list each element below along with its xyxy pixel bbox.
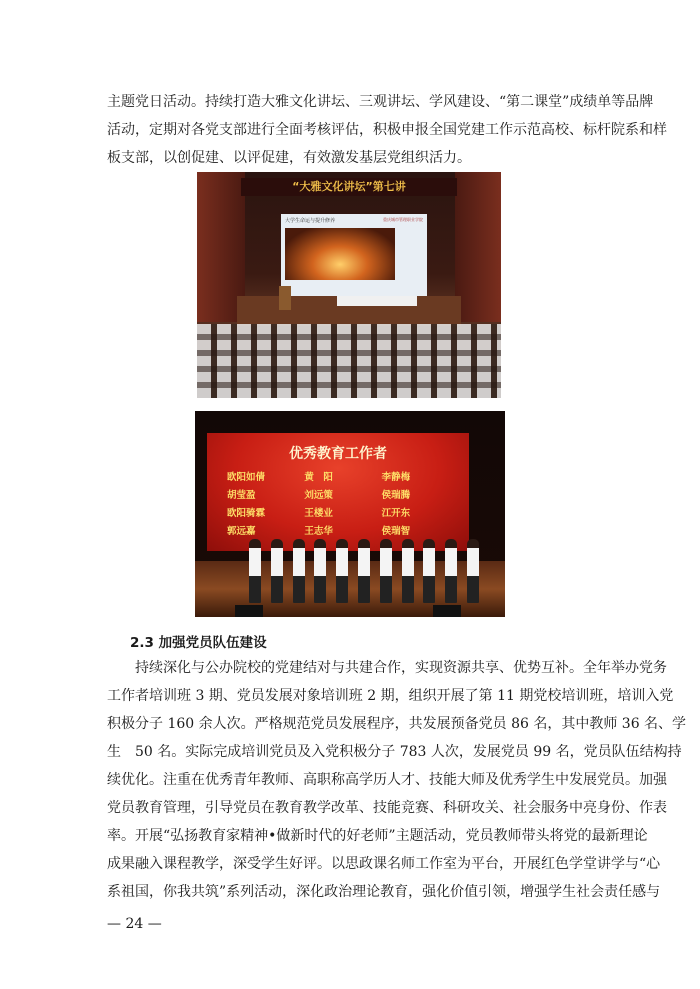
page-number: — 24 — (107, 916, 162, 932)
awardee-name: 李静梅 (381, 472, 411, 483)
awardee-name: 侯瑞腾 (381, 490, 411, 501)
screen-logo: 重庆城市管理职业学院 (383, 217, 423, 222)
awardee-name: 王志华 (304, 526, 333, 537)
award-ceremony-photo (195, 411, 505, 617)
person-figure (467, 539, 479, 603)
text-line: 党员教育管理，引导党员在教育教学改革、技能竞赛、科研攻关、社会服务中亮身份、作表 (107, 800, 667, 816)
text-line: 积极分子 160 余人次。严格规范党员发展程序，共发展预备党员 86 名，其中教师 36 名、学 (107, 716, 687, 732)
lecture-banner: “大雅文化讲坛”第七讲 (241, 178, 457, 196)
stage-curtain-right (455, 172, 501, 322)
person-figure (402, 539, 414, 603)
podium (279, 286, 291, 310)
awardee-name: 欧阳骑霖 (227, 508, 266, 519)
person-figure (336, 539, 348, 603)
section-heading: 2.3 加强党员队伍建设 (130, 635, 267, 651)
awardee-names (227, 469, 459, 537)
text-line: 板支部，以创促建、以评促建，有效激发基层党组织活力。 (107, 150, 471, 166)
person-figure (293, 539, 305, 603)
text-line: 成果融入课程教学，深受学生好评。以思政课名师工作室为平台，开展红色学堂讲学与“心 (107, 856, 661, 872)
awardee-name: 黄 阳 (304, 472, 333, 483)
lecture-hall-photo (197, 172, 501, 398)
awardee-name: 侯瑞智 (381, 526, 411, 537)
award-screen (207, 433, 469, 551)
awardee-name: 刘远策 (304, 490, 333, 501)
body-paragraph (107, 654, 687, 906)
text-line: 率。开展“弘扬教育家精神•做新时代的好老师”主题活动，党员教师带头将党的最新理论 (107, 828, 648, 844)
text-line: 工作者培训班 3 期、党员发展对象培训班 2 期，组织开展了第 11 期党校培训班，培训入党 (107, 688, 674, 704)
text-line: 持续深化与公办院校的党建结对与共建合作，实现资源共享、优势互补。全年举办党务 (135, 660, 667, 676)
person-figure (271, 539, 283, 603)
stage-speaker-right (433, 605, 461, 617)
awardee-name: 欧阳如倩 (227, 472, 266, 483)
text-line: 续优化。注重在优秀青年教师、高职称高学历人才、技能大师及优秀学生中发展党员。加强 (107, 772, 667, 788)
person-figure (445, 539, 457, 603)
projection-screen (281, 214, 427, 306)
text-line: 主题党日活动。持续打造大雅文化讲坛、三观讲坛、学风建设、“第二课堂”成绩单等品牌 (107, 94, 654, 110)
person-figure (314, 539, 326, 603)
awardee-name: 胡莹盈 (227, 490, 256, 501)
awardees-group (249, 539, 479, 603)
text-line: 活动，定期对各党支部进行全面考核评估，积极申报全国党建工作示范高校、标杆院系和样 (107, 122, 667, 138)
awardee-name: 江开东 (381, 508, 411, 519)
screen-title: 大学生命运与提升修养 (285, 218, 336, 224)
person-figure (380, 539, 392, 603)
stage-speaker-left (235, 605, 263, 617)
text-line: 生 50 名。实际完成培训党员及入党积极分子 783 人次，发展党员 99 名，党员队伍结构持 (107, 744, 682, 760)
speaker-table (337, 296, 417, 306)
award-heading: 优秀教育工作者 (289, 446, 387, 462)
person-figure (249, 539, 261, 603)
person-figure (358, 539, 370, 603)
audience-rows (197, 324, 501, 398)
intro-paragraph (107, 88, 667, 172)
awardee-name: 王楼业 (304, 508, 333, 519)
open-book-image (285, 228, 395, 280)
person-figure (423, 539, 435, 603)
awardee-name: 郭远嘉 (227, 526, 256, 537)
text-line: 系祖国，你我共筑”系列活动，深化政治理论教育，强化价值引领，增强学生社会责任感与 (107, 884, 661, 900)
